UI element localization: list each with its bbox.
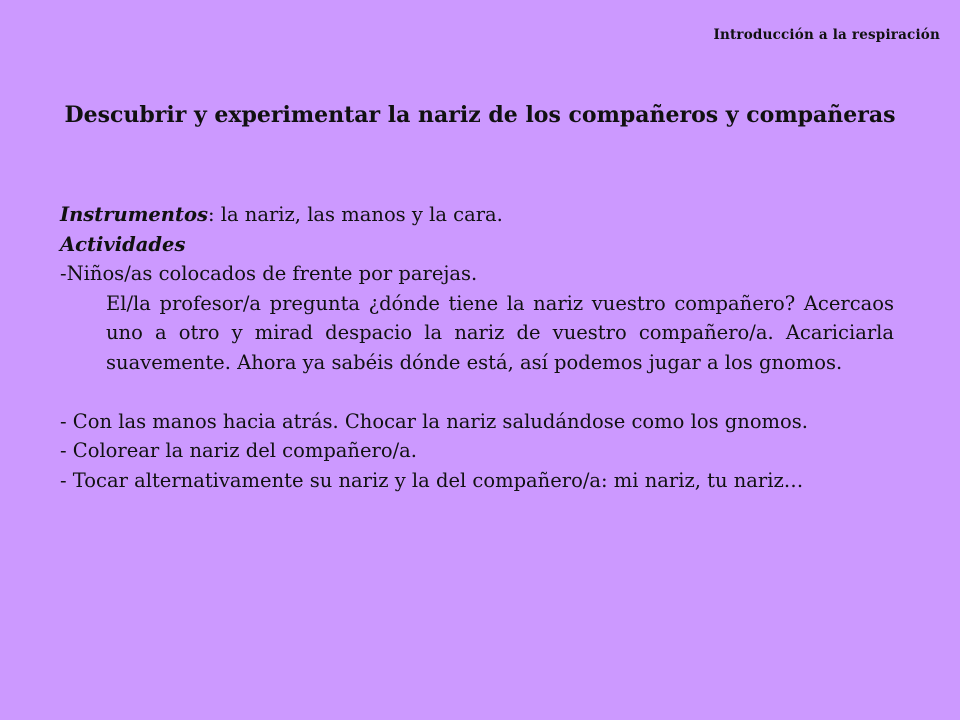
spacer — [60, 377, 894, 407]
page-title: Descubrir y experimentar la nariz de los compañeros y compañeras — [64, 102, 896, 128]
activity-item: - Colorear la nariz del compañero/a. — [60, 439, 417, 462]
activity-item: - Con las manos hacia atrás. Chocar la nariz saludándose como los gnomos. — [60, 409, 808, 433]
activities-description: El/la profesor/a pregunta ¿dónde tiene la nariz vuestro compañero? Acercaos uno a otro y mirad despacio la nariz de vuestro compañero/a. Acariciarla suavemente. Ahora ya sabéis dónde está, así podemos jugar a los gnomos. — [106, 291, 894, 374]
header-label: Introducción a la respiración — [713, 27, 940, 43]
instruments-label: Instrumentos — [60, 203, 208, 226]
content-body — [60, 200, 894, 495]
instruments-line — [60, 200, 894, 230]
activities-label: Actividades — [60, 232, 186, 256]
activities-intro: -Niños/as colocados de frente por parejas. — [60, 262, 478, 285]
instruments-text: : la nariz, las manos y la cara. — [207, 203, 503, 226]
activity-item: - Tocar alternativamente su nariz y la del compañero/a: mi nariz, tu nariz… — [60, 468, 804, 492]
